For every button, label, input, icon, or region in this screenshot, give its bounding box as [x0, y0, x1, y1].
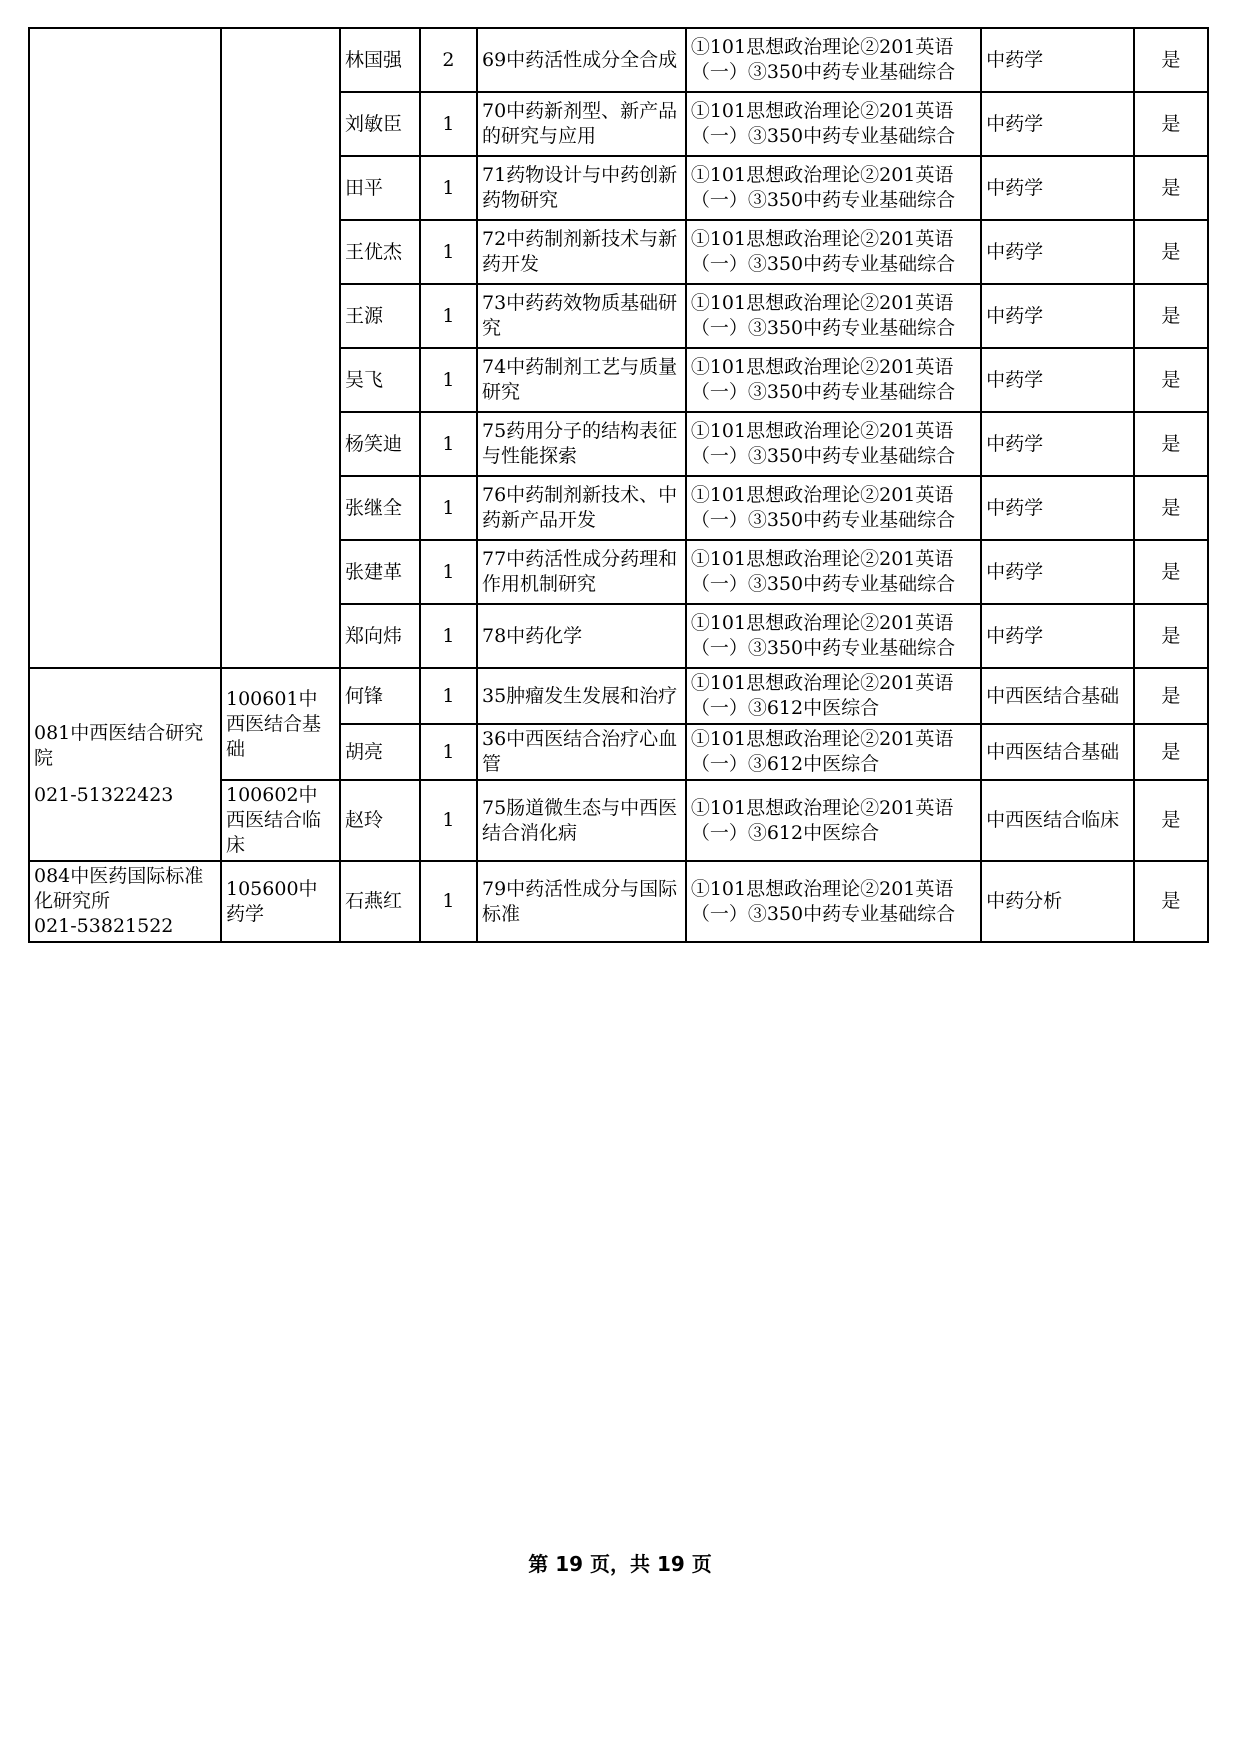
- enrollment-count: 1: [420, 156, 477, 220]
- admissions-table: [28, 27, 1209, 943]
- research-direction: 69中药活性成分全合成: [477, 28, 686, 92]
- flag-value: 是: [1134, 540, 1208, 604]
- discipline: 中药分析: [981, 861, 1134, 942]
- enrollment-count: 1: [420, 476, 477, 540]
- major-name: 100601中西医结合基础: [221, 668, 340, 780]
- research-direction: 70中药新剂型、新产品的研究与应用: [477, 92, 686, 156]
- flag-value: 是: [1134, 476, 1208, 540]
- flag-value: 是: [1134, 604, 1208, 668]
- supervisor-name: 王源: [340, 284, 420, 348]
- exam-subjects: ①101思想政治理论②201英语（一）③350中药专业基础综合: [686, 284, 981, 348]
- exam-subjects: ①101思想政治理论②201英语（一）③612中医综合: [686, 724, 981, 780]
- table-row: [29, 28, 1208, 92]
- research-direction: 77中药活性成分药理和作用机制研究: [477, 540, 686, 604]
- exam-subjects: ①101思想政治理论②201英语（一）③350中药专业基础综合: [686, 348, 981, 412]
- exam-subjects: ①101思想政治理论②201英语（一）③612中医综合: [686, 780, 981, 861]
- enrollment-count: 1: [420, 604, 477, 668]
- exam-subjects: ①101思想政治理论②201英语（一）③350中药专业基础综合: [686, 540, 981, 604]
- supervisor-name: 胡亮: [340, 724, 420, 780]
- discipline: 中药学: [981, 156, 1134, 220]
- research-direction: 75药用分子的结构表征与性能探索: [477, 412, 686, 476]
- enrollment-count: 1: [420, 780, 477, 861]
- research-direction: 74中药制剂工艺与质量研究: [477, 348, 686, 412]
- enrollment-count: 1: [420, 540, 477, 604]
- table-row: [29, 861, 1208, 942]
- supervisor-name: 王优杰: [340, 220, 420, 284]
- exam-subjects: ①101思想政治理论②201英语（一）③350中药专业基础综合: [686, 861, 981, 942]
- institute-name: 081中西医结合研究院: [34, 722, 204, 769]
- exam-subjects: ①101思想政治理论②201英语（一）③350中药专业基础综合: [686, 220, 981, 284]
- major-name: 100602中西医结合临床: [221, 780, 340, 861]
- research-direction: 35肿瘤发生发展和治疗: [477, 668, 686, 724]
- supervisor-name: 何锋: [340, 668, 420, 724]
- exam-subjects: ①101思想政治理论②201英语（一）③350中药专业基础综合: [686, 28, 981, 92]
- major-cell-continued: [221, 28, 340, 668]
- flag-value: 是: [1134, 780, 1208, 861]
- discipline: 中药学: [981, 220, 1134, 284]
- institute-cell: [29, 861, 221, 942]
- supervisor-name: 赵玲: [340, 780, 420, 861]
- institute-phone: 021-51322423: [34, 784, 174, 806]
- enrollment-count: 1: [420, 412, 477, 476]
- enrollment-count: 1: [420, 348, 477, 412]
- discipline: 中药学: [981, 92, 1134, 156]
- discipline: 中药学: [981, 412, 1134, 476]
- enrollment-count: 1: [420, 724, 477, 780]
- institute-name: 084中医药国际标准化研究所: [34, 865, 204, 912]
- enrollment-count: 1: [420, 92, 477, 156]
- flag-value: 是: [1134, 861, 1208, 942]
- exam-subjects: ①101思想政治理论②201英语（一）③612中医综合: [686, 668, 981, 724]
- flag-value: 是: [1134, 92, 1208, 156]
- flag-value: 是: [1134, 28, 1208, 92]
- enrollment-count: 2: [420, 28, 477, 92]
- supervisor-name: 张继全: [340, 476, 420, 540]
- supervisor-name: 田平: [340, 156, 420, 220]
- flag-value: 是: [1134, 348, 1208, 412]
- discipline: 中西医结合基础: [981, 668, 1134, 724]
- enrollment-count: 1: [420, 220, 477, 284]
- flag-value: 是: [1134, 724, 1208, 780]
- discipline: 中药学: [981, 540, 1134, 604]
- research-direction: 36中西医结合治疗心血管: [477, 724, 686, 780]
- supervisor-name: 石燕红: [340, 861, 420, 942]
- discipline: 中药学: [981, 476, 1134, 540]
- exam-subjects: ①101思想政治理论②201英语（一）③350中药专业基础综合: [686, 92, 981, 156]
- major-name: 105600中药学: [221, 861, 340, 942]
- discipline: 中西医结合基础: [981, 724, 1134, 780]
- table-row: [29, 668, 1208, 724]
- exam-subjects: ①101思想政治理论②201英语（一）③350中药专业基础综合: [686, 604, 981, 668]
- flag-value: 是: [1134, 156, 1208, 220]
- exam-subjects: ①101思想政治理论②201英语（一）③350中药专业基础综合: [686, 412, 981, 476]
- discipline: 中西医结合临床: [981, 780, 1134, 861]
- research-direction: 78中药化学: [477, 604, 686, 668]
- research-direction: 73中药药效物质基础研究: [477, 284, 686, 348]
- supervisor-name: 杨笑迪: [340, 412, 420, 476]
- research-direction: 79中药活性成分与国际标准: [477, 861, 686, 942]
- discipline: 中药学: [981, 348, 1134, 412]
- discipline: 中药学: [981, 284, 1134, 348]
- supervisor-name: 张建革: [340, 540, 420, 604]
- exam-subjects: ①101思想政治理论②201英语（一）③350中药专业基础综合: [686, 156, 981, 220]
- supervisor-name: 林国强: [340, 28, 420, 92]
- flag-value: 是: [1134, 668, 1208, 724]
- enrollment-count: 1: [420, 861, 477, 942]
- research-direction: 75肠道微生态与中西医结合消化病: [477, 780, 686, 861]
- enrollment-count: 1: [420, 668, 477, 724]
- exam-subjects: ①101思想政治理论②201英语（一）③350中药专业基础综合: [686, 476, 981, 540]
- research-direction: 72中药制剂新技术与新药开发: [477, 220, 686, 284]
- institute-cell: [29, 668, 221, 861]
- institute-cell-continued: [29, 28, 221, 668]
- supervisor-name: 吴飞: [340, 348, 420, 412]
- discipline: 中药学: [981, 604, 1134, 668]
- flag-value: 是: [1134, 412, 1208, 476]
- supervisor-name: 郑向炜: [340, 604, 420, 668]
- page-footer: 第 19 页，共 19 页: [528, 1552, 712, 1576]
- flag-value: 是: [1134, 220, 1208, 284]
- research-direction: 71药物设计与中药创新药物研究: [477, 156, 686, 220]
- supervisor-name: 刘敏臣: [340, 92, 420, 156]
- institute-phone: 021-53821522: [34, 915, 174, 937]
- research-direction: 76中药制剂新技术、中药新产品开发: [477, 476, 686, 540]
- flag-value: 是: [1134, 284, 1208, 348]
- enrollment-count: 1: [420, 284, 477, 348]
- discipline: 中药学: [981, 28, 1134, 92]
